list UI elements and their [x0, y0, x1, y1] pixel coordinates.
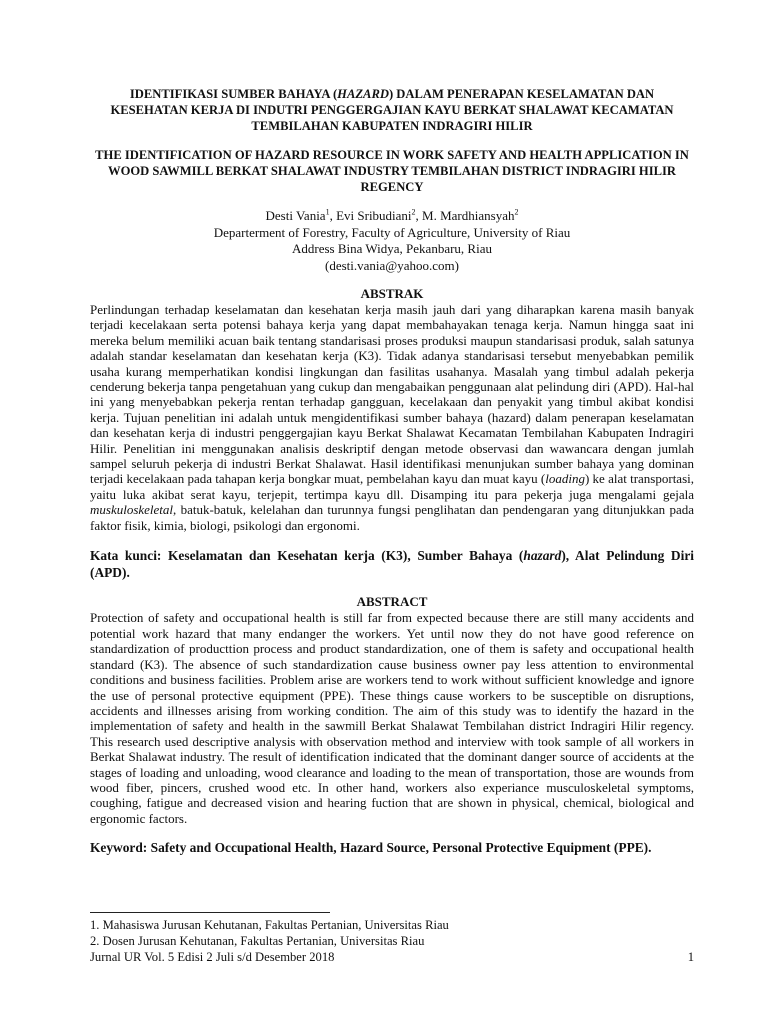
footnote-1: 1. Mahasiswa Jurusan Kehutanan, Fakultas Pertanian, Universitas Riau [90, 918, 449, 932]
kata-kunci-text: ), Alat Pelindung Diri (APD). [90, 548, 694, 581]
kata-kunci-text: Kata kunci: Keselamatan dan Kesehatan kerja (K3), Sumber Bahaya ( [90, 548, 524, 564]
title-english: THE IDENTIFICATION OF HAZARD RESOURCE IN WORK SAFETY AND HEALTH APPLICATION IN WOOD SAWMILL BERKAT SHALAWAT INDUSTRY TEMBILAHAN DISTRICT INDRAGIRI HILIR REGENCY [95, 148, 689, 194]
abstract-body: Protection of safety and occupational health is still far from expected because there are still many accidents and potential work hazard that many endanger the workers. Yet until now they do not have good reference on standardization of producttion process and product standardization, one of them is safety and occupational health standard (K3). The absence of such standardization cause business owner pay less attention to environmental conditions and business facilities. Problem arise are workers tend to work without sufficient knowledge and ignore the use of personal protective equipment (PPE). These things cause workers to be susceptible on disruptions, accidents and illnesses arising from working condition. The aim of this study was to identify the hazard in the implementation of safety and health in the sawmill Berkat Shalawat Tembilahan district Indragiri Hilir regency. This research used descriptive analysis with observation method and interview with took sample of all workers in Berkat Shalawat industry. The result of identification indicated that the dominant danger source of accidents at the stages of loading and unloading, wood clearance and loading to the mean of transportation, those are wounds from wood fiber, pincers, crushed wood etc. In other hand, workers also experiance musculoskeletal symptoms, coughing, fatigue and decreased vision and hearing fuction that are shown in physical, chemical, biological and ergonomic factors. [90, 610, 694, 826]
abstrak-italic: loading [545, 471, 585, 487]
kata-kunci [90, 547, 694, 581]
abstrak-body [90, 302, 694, 533]
footnotes [90, 912, 694, 965]
abstrak-italic: muskuloskeletal [90, 502, 174, 518]
author-block [90, 208, 694, 274]
author-sup: 2 [514, 207, 519, 217]
author-line [90, 208, 694, 225]
author-name: , Evi Sribudiani [329, 208, 412, 223]
author-sup: 1 [325, 207, 330, 217]
kata-kunci-italic: hazard [523, 548, 562, 564]
abstrak-text: ) ke alat transportasi, yaitu luka akibat serat kayu, terjepit, tertimpa kayu dll. Disamping itu para pekerja juga mengalami gejala [90, 471, 694, 502]
abstrak-heading: ABSTRAK [360, 286, 424, 301]
journal-citation: Jurnal UR Vol. 5 Edisi 2 Juli s/d Desember 2018 [90, 950, 335, 964]
title-indonesian [90, 86, 694, 134]
footnote-rule [90, 912, 330, 913]
keyword-line: Keyword: Safety and Occupational Health, Hazard Source, Personal Protective Equipment (PPE). [90, 840, 652, 856]
author-sup: 2 [411, 207, 416, 217]
author-name: , M. Mardhiansyah [415, 208, 515, 223]
title-id-part2: ) DALAM PENERAPAN KESELAMATAN DAN KESEHATAN KERJA DI INDUTRI PENGGERGAJIAN KAYU BERKAT SHALAWAT KECAMATAN TEMBILAHAN KABUPATEN INDRAGIRI HILIR [110, 87, 674, 133]
page-number: 1 [687, 950, 694, 964]
abstract-heading: ABSTRACT [356, 594, 428, 610]
abstrak-text: , batuk-batuk, kelelahan dan turunnya fungsi penglihatan dan pendengaran yang ditunjukkan pada faktor fisik, kimia, biologi, psikologi dan ergonomi. [90, 502, 694, 533]
address: Address Bina Widya, Pekanbaru, Riau [292, 241, 492, 256]
title-id-part1: IDENTIFIKASI SUMBER BAHAYA ( [129, 87, 338, 101]
footnote-2: 2. Dosen Jurusan Kehutanan, Fakultas Pertanian, Universitas Riau [90, 934, 425, 948]
abstrak-text: Perlindungan terhadap keselamatan dan kesehatan kerja masih jauh dari yang diharapkan karena masih banyak terjadi kecelakaan serta potensi bahaya kerja yang dapat membahayakan tenaga kerja. Namun hingga saat ini mereka belum memiliki acuan baik tentang standarisasi proses produksi maupun standarisasi produk, salah satunya adalah standar keselamatan dan kesehatan kerja (K3). Tidak adanya standarisasi tersebut menyebabkan pemilik usaha kurang memperhatikan kondisi lingkungan dan fasilitas usahanya. Masalah yang timbul adalah pekerja cenderung bekerja tanpa pengetahuan yang cukup dan mengabaikan penggunaan alat pelindung diri (APD). Hal-hal ini yang menyebabkan pekerja rentan terhadap gangguan, kecelakaan dan penyakit yang timbul akibat kondisi kerja. Tujuan penelitian ini adalah untuk mengidentifikasi sumber bahaya (hazard) dalam penerapan keselamatan dan kesehatan kerja di industri penggergajian kayu Berkat Shalawat Kecamatan Tembilahan Kabupaten Indragiri Hilir. Penelitian ini menggunakan analisis deskriptif dengan metode observasi dan wawancara dengan jumlah sampel seluruh pekerja di industri Berkat Shalawat. Hasil identifikasi menunjukan sumber bahaya yang dominan terjadi kecelakaan pada tahapan kerja bongkar muat, pembelahan kayu dan muat kayu ( [90, 302, 694, 487]
email: (desti.vania@yahoo.com) [325, 257, 459, 273]
journal-footer [90, 949, 694, 965]
author-name: Desti Vania [265, 208, 326, 223]
title-id-hazard: HAZARD [337, 87, 389, 101]
affiliation: Departerment of Forestry, Faculty of Agriculture, University of Riau [213, 224, 571, 240]
